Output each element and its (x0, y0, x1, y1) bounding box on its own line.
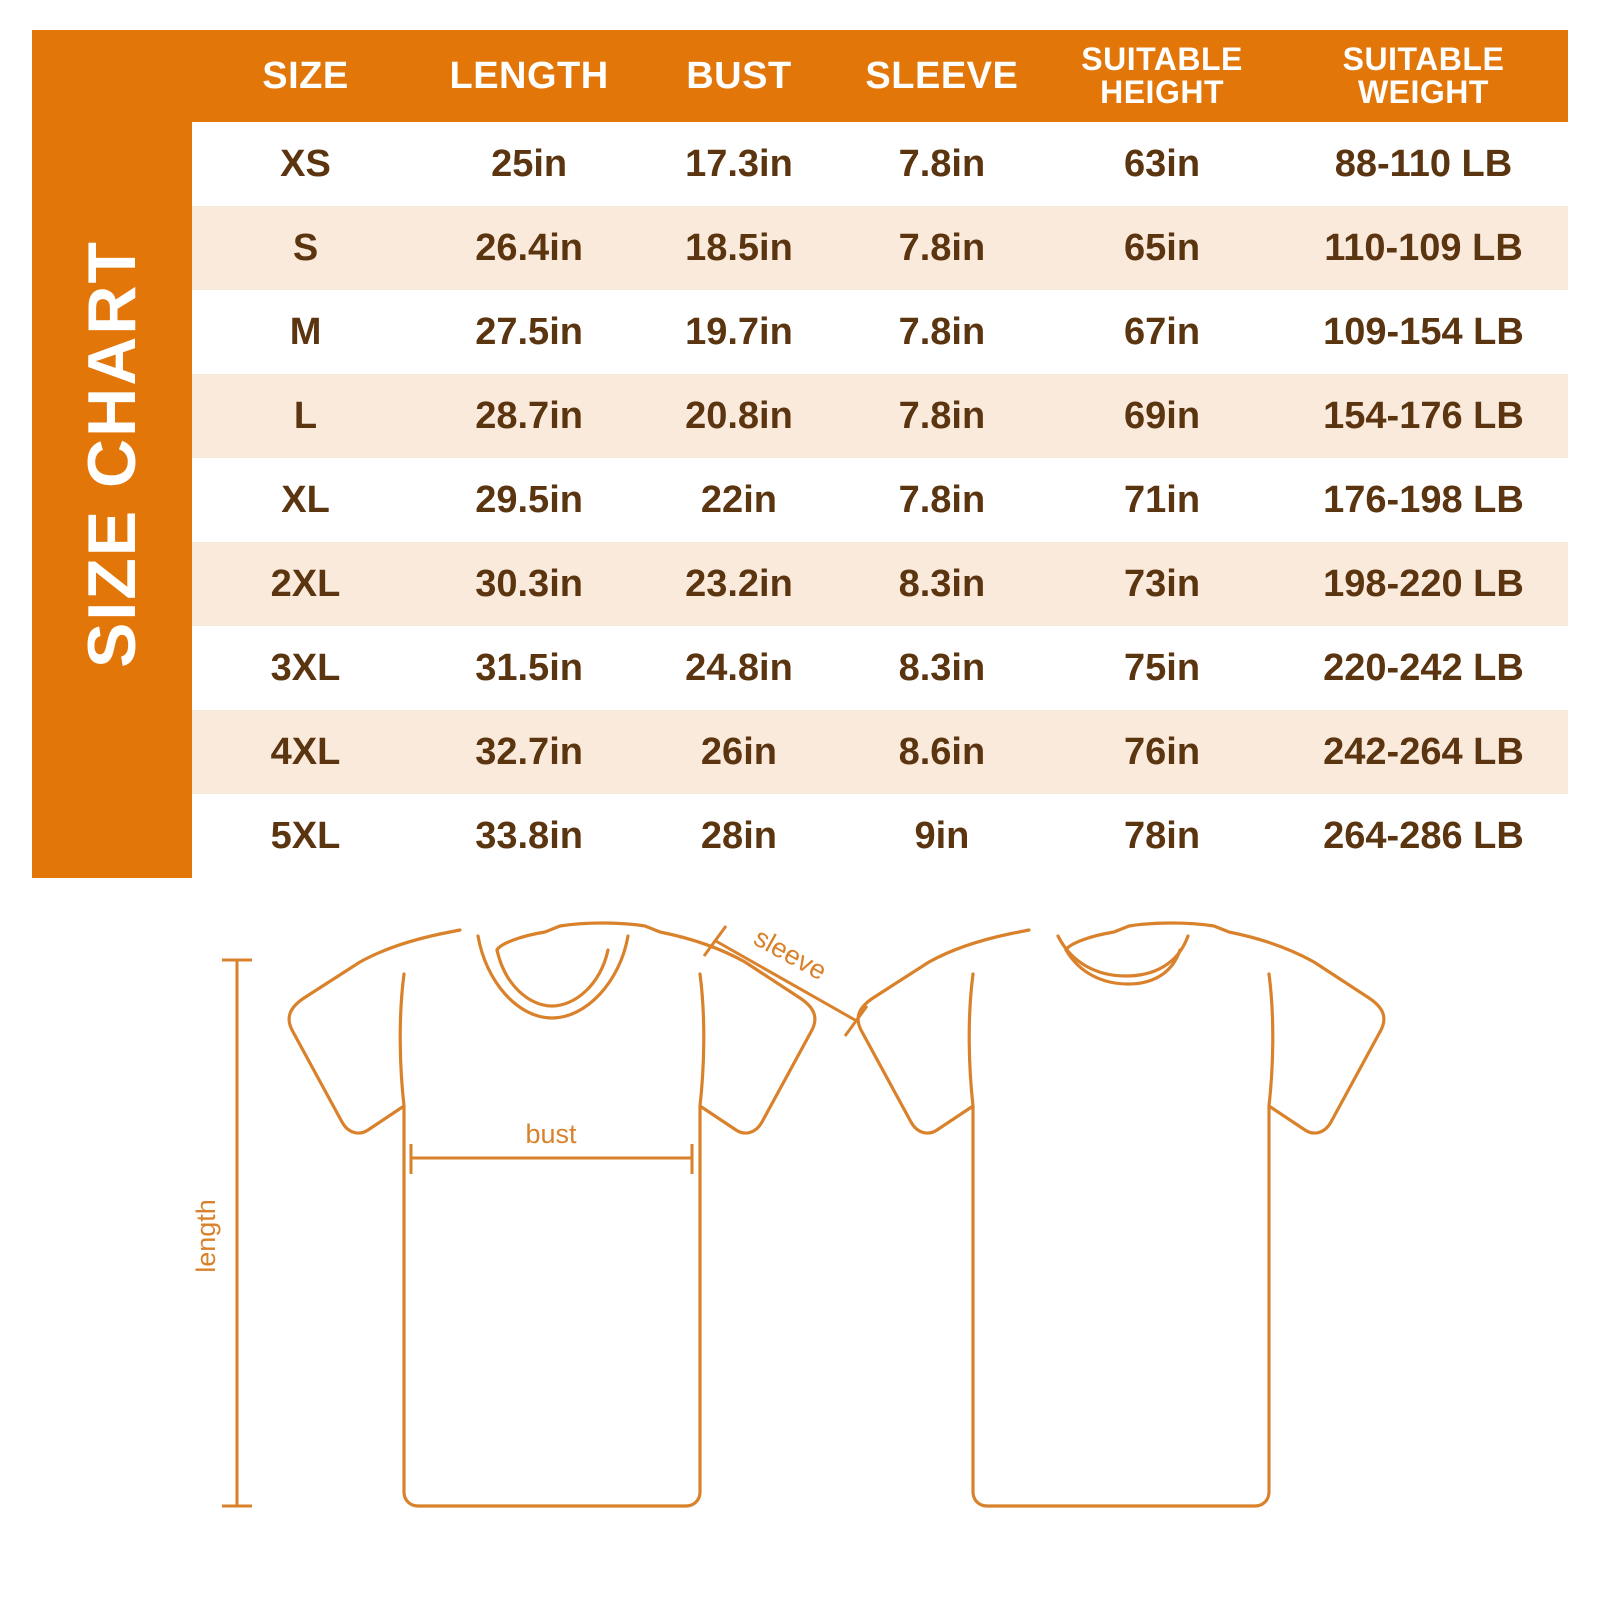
table-row (192, 710, 1568, 794)
column-header-sleeve-label: SLEEVE (865, 54, 1019, 97)
cell-bust: 22in (700, 478, 777, 521)
column-header-suitable-height (1045, 30, 1279, 122)
size-chart-table-block (32, 30, 1568, 878)
size-table (192, 30, 1568, 878)
page-title: SIZE CHART (74, 240, 150, 668)
column-header-size-label: SIZE (262, 54, 349, 97)
cell-bust: 23.2in (685, 562, 793, 605)
cell-weight: 109-154 LB (1323, 310, 1524, 353)
cell-bust: 26in (700, 730, 777, 773)
cell-height: 65in (1124, 226, 1201, 269)
cell-sleeve: 7.8in (898, 142, 986, 185)
column-header-size (192, 30, 419, 122)
cell-height: 63in (1124, 142, 1201, 185)
cell-length: 32.7in (475, 730, 583, 773)
cell-sleeve: 8.3in (898, 646, 986, 689)
sleeve-label: sleeve (748, 922, 832, 987)
table-row (192, 542, 1568, 626)
cell-sleeve: 7.8in (898, 226, 986, 269)
cell-weight: 198-220 LB (1323, 562, 1524, 605)
cell-size: 5XL (270, 814, 341, 857)
cell-bust: 20.8in (685, 394, 793, 437)
cell-bust: 17.3in (685, 142, 793, 185)
cell-length: 25in (491, 142, 568, 185)
cell-height: 67in (1124, 310, 1201, 353)
cell-length: 29.5in (475, 478, 583, 521)
cell-size: S (292, 226, 319, 269)
column-header-suitable-height-line2: HEIGHT (1100, 74, 1224, 110)
cell-weight: 176-198 LB (1323, 478, 1524, 521)
cell-size: 4XL (270, 730, 341, 773)
cell-size: 2XL (270, 562, 341, 605)
measurement-diagram (0, 900, 1600, 1600)
cell-weight: 264-286 LB (1323, 814, 1524, 857)
cell-bust: 28in (700, 814, 777, 857)
cell-size: L (293, 394, 318, 437)
bust-label: bust (525, 1119, 577, 1149)
column-header-suitable-weight (1279, 30, 1568, 122)
column-header-suitable-height-line1: SUITABLE (1081, 41, 1243, 78)
cell-size: 3XL (270, 646, 341, 689)
column-header-length (419, 30, 639, 122)
cell-length: 26.4in (475, 226, 583, 269)
table-row (192, 458, 1568, 542)
column-header-sleeve (839, 30, 1045, 122)
cell-bust: 24.8in (685, 646, 793, 689)
cell-sleeve: 9in (914, 814, 970, 857)
cell-height: 76in (1124, 730, 1201, 773)
cell-length: 30.3in (475, 562, 583, 605)
cell-size: XL (281, 478, 330, 521)
cell-bust: 18.5in (685, 226, 793, 269)
table-row (192, 626, 1568, 710)
cell-sleeve: 8.6in (898, 730, 986, 773)
cell-weight: 88-110 LB (1334, 142, 1513, 185)
column-header-suitable-weight-line2: WEIGHT (1357, 74, 1489, 110)
cell-height: 75in (1124, 646, 1201, 689)
length-label: length (191, 1199, 221, 1273)
cell-weight: 110-109 LB (1324, 226, 1523, 269)
cell-height: 69in (1124, 394, 1201, 437)
cell-length: 28.7in (475, 394, 583, 437)
table-header-row (192, 30, 1568, 122)
table-row (192, 794, 1568, 878)
cell-height: 71in (1124, 478, 1201, 521)
cell-height: 78in (1124, 814, 1201, 857)
cell-weight: 220-242 LB (1323, 646, 1524, 689)
cell-size: M (289, 310, 322, 353)
cell-sleeve: 7.8in (898, 478, 986, 521)
cell-size: XS (280, 142, 331, 185)
column-header-bust (639, 30, 839, 122)
cell-sleeve: 7.8in (898, 310, 986, 353)
cell-length: 33.8in (475, 814, 583, 857)
column-header-suitable-weight-line1: SUITABLE (1342, 41, 1505, 78)
cell-weight: 154-176 LB (1323, 394, 1524, 437)
cell-height: 73in (1124, 562, 1201, 605)
tshirt-front-icon (289, 923, 815, 1506)
cell-weight: 242-264 LB (1323, 730, 1524, 773)
column-header-bust-label: BUST (686, 54, 792, 97)
cell-length: 31.5in (475, 646, 583, 689)
table-row (192, 122, 1568, 206)
size-chart-title-bar (32, 30, 192, 878)
table-row (192, 290, 1568, 374)
cell-length: 27.5in (475, 310, 583, 353)
cell-sleeve: 7.8in (898, 394, 986, 437)
length-dimension (222, 960, 252, 1506)
column-header-length-label: LENGTH (449, 54, 609, 97)
tshirt-back-icon (858, 923, 1384, 1506)
table-row (192, 374, 1568, 458)
cell-sleeve: 8.3in (898, 562, 986, 605)
cell-bust: 19.7in (685, 310, 793, 353)
table-row (192, 206, 1568, 290)
